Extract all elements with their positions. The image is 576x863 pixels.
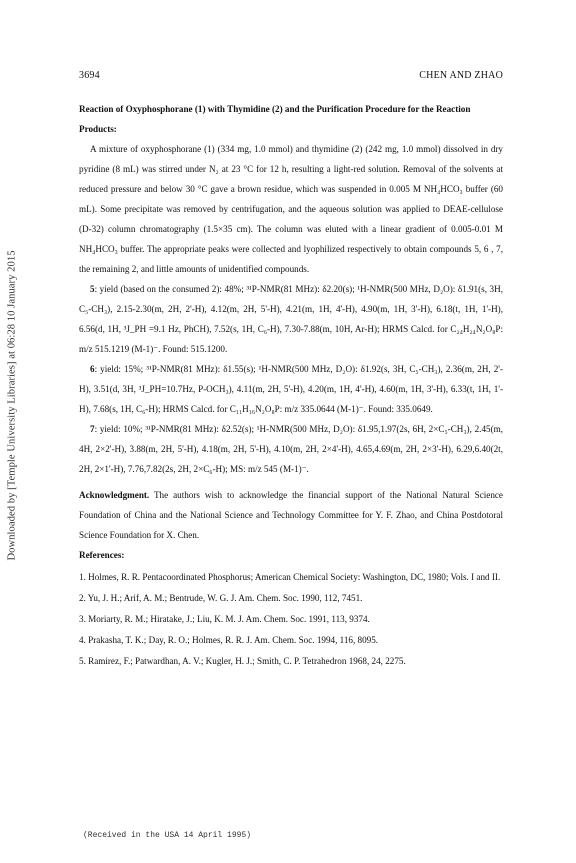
compound-6-entry <box>79 359 503 419</box>
compound-7-data: : yield: 10%; ³¹P-NMR(81 MHz): δ2.52(s); ¹H-NMR(500 MHz, D₂O): δ1.95,1.97(2s, 6H, 2×C₅-CH₃), 2.45(m, 4H, 2×2'-H), 3.88(m, 2H, 5'-H), 4.18(m, 2H, 5'-H), 4.10(m, 2H, 2×4'-H), 4.65,4.69(m, 2H, 2×3'-H), 6.29,6.40(2t, 2H, 2×1'-H), 7.76,7.82(2s, 2H, 2×C₆-H); MS: m/z 545 (M-1)⁻. <box>79 424 503 474</box>
acknowledgment <box>79 485 503 545</box>
compound-7-entry <box>79 419 503 479</box>
reference-list <box>79 567 503 672</box>
acknowledgment-label: Acknowledgment. <box>79 490 150 500</box>
running-title: CHEN AND ZHAO <box>419 70 503 81</box>
reference-item: 5. Ramirez, F.; Patwardhan, A. V.; Kugler, H. J.; Smith, C. P. Tetrahedron 1968, 24, 2275. <box>79 656 406 666</box>
reference-item: 3. Moriarty, R. M.; Hiratake, J.; Liu, K. M. J. Am. Chem. Soc. 1991, 113, 9374. <box>79 614 370 624</box>
procedure-paragraph: A mixture of oxyphosphorane (1) (334 mg, 1.0 mmol) and thymidine (2) (242 mg, 1.0 mmol) dissolved in dry pyridine (8 mL) was stirred under N₂ at 23 °C for 12 h, resulting a light-red solution. Removal of the solvents at reduced pressure and below 30 °C gave a brown residue, which was suspended in 0.005 M NH₄HCO₃ buffer (60 mL). Some precipitate was removed by centrifugation, and the aqueous solution was applied to DEAE-cellulose (D-32) column chromatography (1.5×35 cm). The column was eluted with a linear gradient of 0.005-0.01 M NH₄HCO₃ buffer. The appropriate peaks were collected and lyophilized respectively to obtain compounds 5, 6 , 7, the remaining 2, and little amounts of unidentified compounds. <box>79 144 503 274</box>
download-sidebar <box>4 195 20 615</box>
page-header <box>79 70 503 81</box>
reference-item: 2. Yu, J. H.; Arif, A. M.; Bentrude, W. G. J. Am. Chem. Soc. 1990, 112, 7451. <box>79 593 363 603</box>
compound-5-data: : yield (based on the consumed 2): 48%; ³¹P-NMR(81 MHz): δ2.20(s); ¹H-NMR(500 MHz, D₂O): δ1.91(s, 3H, C₅-CH₃), 2.15-2.30(m, 2H, 2'-H), 4.12(m, 2H, 5'-H), 4.21(m, 1H, 4'-H), 4.90(m, 1H, 3'-H), 6.18(t, 1H, 1'-H), 6.56(d, 1H, ³J_PH =9.1 Hz, PhCH), 7.52(s, 1H, C₆-H), 7.30-7.88(m, 10H, Ar-H); HRMS Calcd. for C₂₄H₂₄N₂O₈P: m/z 515.1219 (M-1)⁻. Found: 515.1200. <box>79 284 503 354</box>
compound-6-data: : yield: 15%; ³¹P-NMR(81 MHz): δ1.55(s); ¹H-NMR(500 MHz, D₂O): δ1.92(s, 3H, C₅-CH₃), 2.36(m, 2H, 2'-H), 3.51(d, 3H, ³J_PH=10.7Hz, P-OCH₃), 4.11(m, 2H, 5'-H), 4.20(m, 1H, 4'-H), 4.60(m, 1H, 3'-H), 6.33(t, 1H, 1'-H), 7.68(s, 1H, C₆-H); HRMS Calcd. for C₁₁H₁₆N₂O₈P: m/z 335.0644 (M-1)⁻. Found: 335.0649. <box>79 364 503 414</box>
article-body <box>79 99 503 672</box>
compound-6-label: 6 <box>90 364 95 374</box>
acknowledgment-text: The authors wish to acknowledge the financial support of the National Natural Science Foundation of China and the National Science and Technology Committee for Y. F. Zhao, and China Postdotoral Science Foundation for X. Chen. <box>79 490 503 540</box>
reference-item: 4. Prakasha, T. K.; Day, R. O.; Holmes, R. R. J. Am. Chem. Soc. 1994, 116, 8095. <box>79 635 379 645</box>
section-title: Reaction of Oxyphosphorane (1) with Thymidine (2) and the Purification Procedure for the Reaction Products: <box>79 104 471 134</box>
page-number: 3694 <box>79 70 100 81</box>
download-note: Downloaded by [Temple University Libraries] at 06:28 10 January 2015 <box>6 249 18 561</box>
compound-5-entry <box>79 279 503 359</box>
compound-5-label: 5 <box>90 284 95 294</box>
reference-item: 1. Holmes, R. R. Pentacoordinated Phosphorus; American Chemical Society: Washington, DC, 1980; Vols. I and II. <box>79 572 501 582</box>
received-date: (Received in the USA 14 April 1995) <box>83 831 252 840</box>
compound-7-label: 7 <box>90 424 95 434</box>
references-title: References: <box>79 550 125 560</box>
